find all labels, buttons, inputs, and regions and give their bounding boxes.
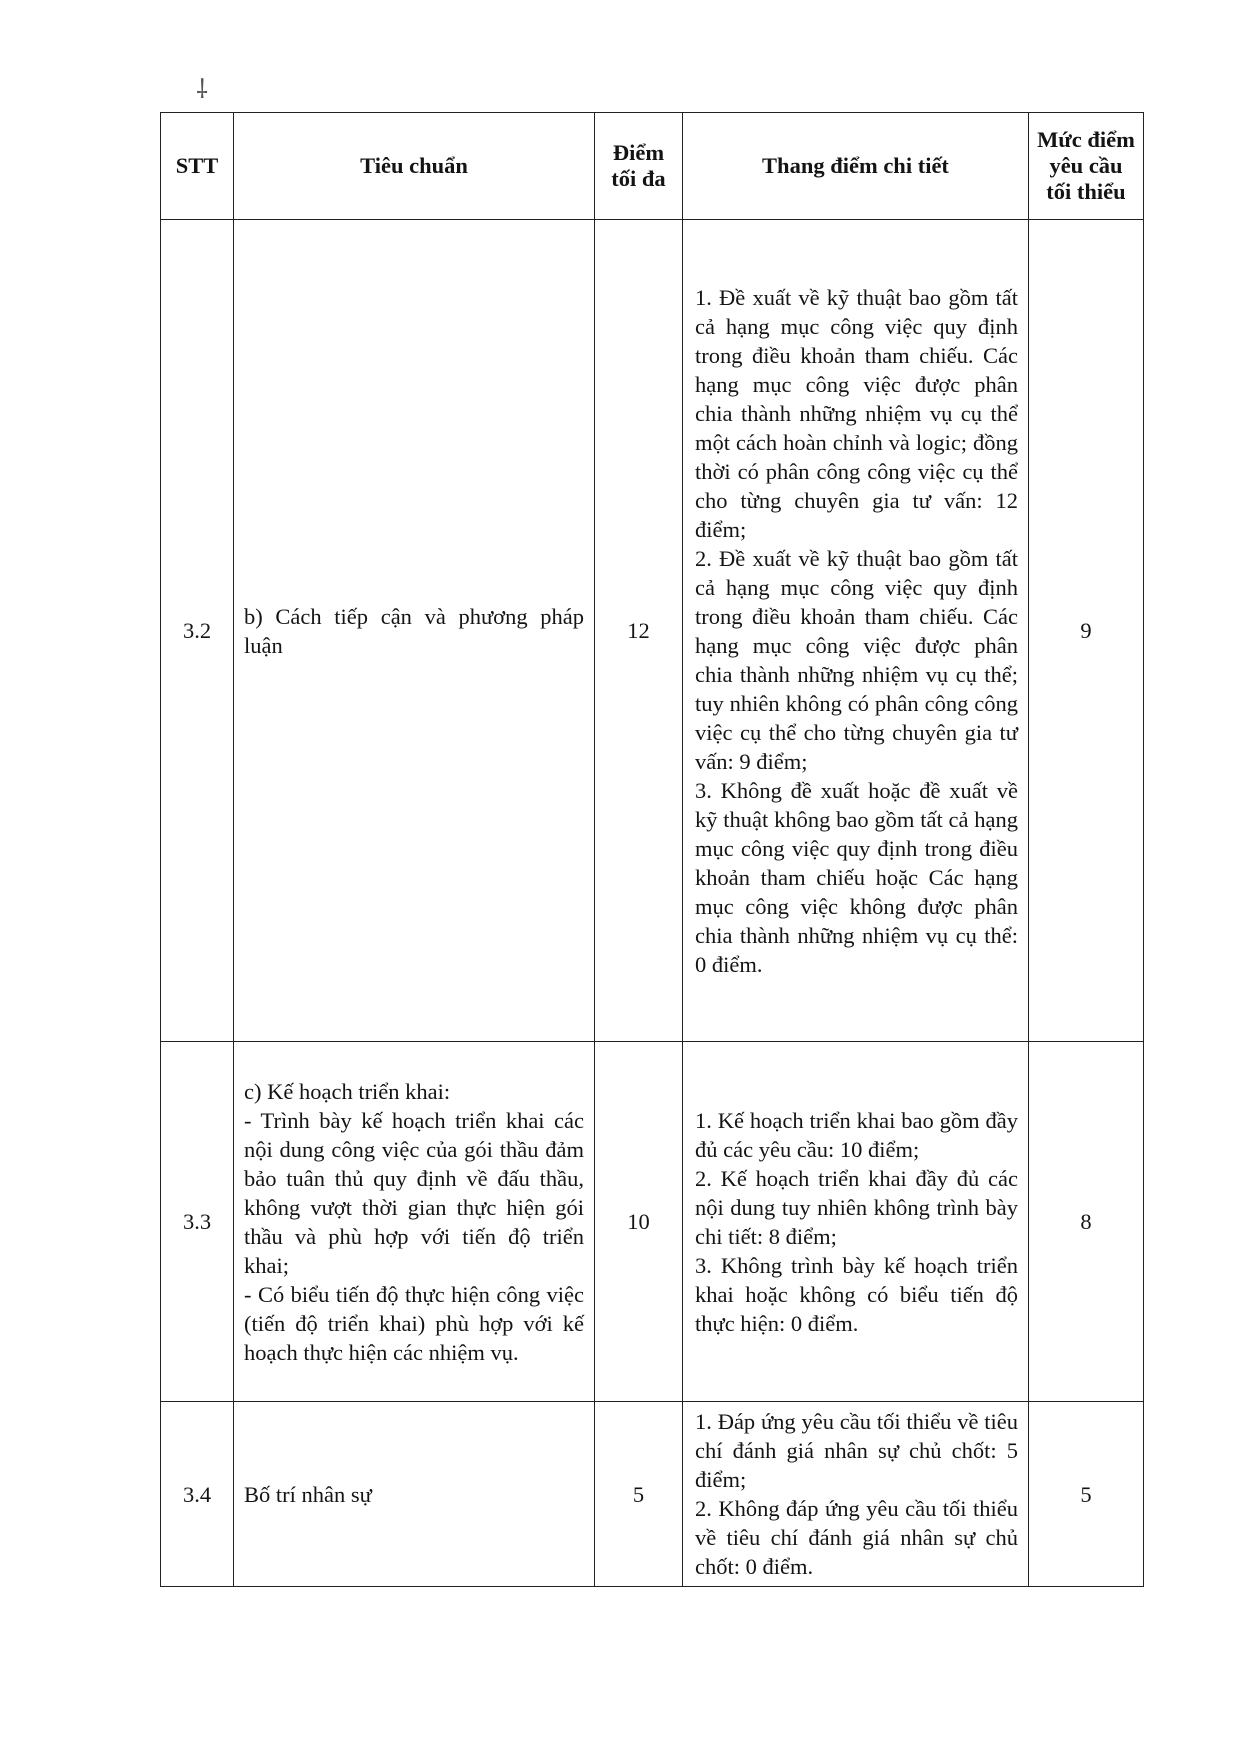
detail-item: 2. Đề xuất về kỹ thuật bao gồm tất cả hạng mục công việc quy định trong điều khoản tham chiếu. Các hạng mục công việc được phân chia thành những nhiệm vụ cụ thể; tuy nhiên không có phân công công việc cụ thể cho từng chuyên gia tư vấn: 9 điểm; — [695, 545, 1018, 774]
detail-item: 3. Không trình bày kế hoạch triển khai hoặc không có biểu tiến độ thực hiện: 0 điểm. — [695, 1252, 1018, 1336]
header-criteria: Tiêu chuẩn — [234, 113, 595, 220]
header-row — [161, 113, 1144, 220]
detail-item: 1. Đáp ứng yêu cầu tối thiểu về tiêu chí đánh giá nhân sự chủ chốt: 5 điểm; — [695, 1409, 1018, 1492]
header-min-score — [1029, 113, 1144, 220]
row-stt: 3.2 — [161, 220, 234, 1042]
row-stt: 3.3 — [161, 1042, 234, 1402]
header-min-l1: Mức điểm — [1037, 127, 1135, 152]
row-detail — [683, 220, 1029, 1042]
pen-mark-icon: ⸸ — [196, 75, 209, 104]
header-min-l3: tối thiểu — [1046, 179, 1126, 204]
row-detail — [683, 1042, 1029, 1402]
detail-item: 2. Không đáp ứng yêu cầu tối thiểu về tiêu chí đánh giá nhân sự chủ chốt: 0 điểm. — [695, 1496, 1018, 1579]
header-min-l2: yêu cầu — [1049, 153, 1123, 178]
header-stt: STT — [161, 113, 234, 220]
header-max-score-l2: tối đa — [611, 166, 666, 191]
row-min-score: 8 — [1029, 1042, 1144, 1402]
row-min-score: 9 — [1029, 220, 1144, 1042]
header-detail: Thang điểm chi tiết — [683, 113, 1029, 220]
row-max-score: 12 — [595, 220, 683, 1042]
header-max-score-l1: Điểm — [612, 140, 665, 165]
row-max-score: 10 — [595, 1042, 683, 1402]
criteria-item: - Có biểu tiến độ thực hiện công việc (tiến độ triển khai) phù hợp với kế hoạch thực hiện các nhiệm vụ. — [244, 1281, 584, 1365]
row-min-score: 5 — [1029, 1402, 1144, 1587]
table-row — [161, 1402, 1144, 1587]
row-stt: 3.4 — [161, 1402, 234, 1587]
scoring-table — [160, 112, 1144, 1587]
row-max-score: 5 — [595, 1402, 683, 1587]
detail-item: 2. Kế hoạch triển khai đầy đủ các nội dung tuy nhiên không trình bày chi tiết: 8 điểm; — [695, 1165, 1018, 1249]
detail-item: 1. Đề xuất về kỹ thuật bao gồm tất cả hạng mục công việc quy định trong điều khoản tham chiếu. Các hạng mục công việc được phân chia thành những nhiệm vụ cụ thể một cách hoàn chỉnh và logic; đồng thời có phân công công việc cụ thể cho từng chuyên gia tư vấn: 12 điểm; — [695, 284, 1018, 542]
row-criteria: Bố trí nhân sự — [234, 1402, 595, 1587]
row-criteria — [234, 1042, 595, 1402]
table-row — [161, 1042, 1144, 1402]
detail-item: 1. Kế hoạch triển khai bao gồm đầy đủ các yêu cầu: 10 điểm; — [695, 1107, 1018, 1162]
criteria-item: - Trình bày kế hoạch triển khai các nội dung công việc của gói thầu đảm bảo tuân thủ quy định về đấu thầu, không vượt thời gian thực hiện gói thầu và phù hợp với tiến độ triển khai; — [244, 1107, 584, 1278]
criteria-item: c) Kế hoạch triển khai: — [244, 1078, 451, 1104]
row-detail — [683, 1402, 1029, 1587]
detail-item: 3. Không đề xuất hoặc đề xuất về kỹ thuật không bao gồm tất cả hạng mục công việc quy định trong điều khoản tham chiếu hoặc Các hạng mục công việc không được phân chia thành những nhiệm vụ cụ thể: 0 điểm. — [695, 777, 1018, 977]
row-criteria: b) Cách tiếp cận và phương pháp luận — [234, 220, 595, 1042]
header-max-score — [595, 113, 683, 220]
table-row — [161, 220, 1144, 1042]
